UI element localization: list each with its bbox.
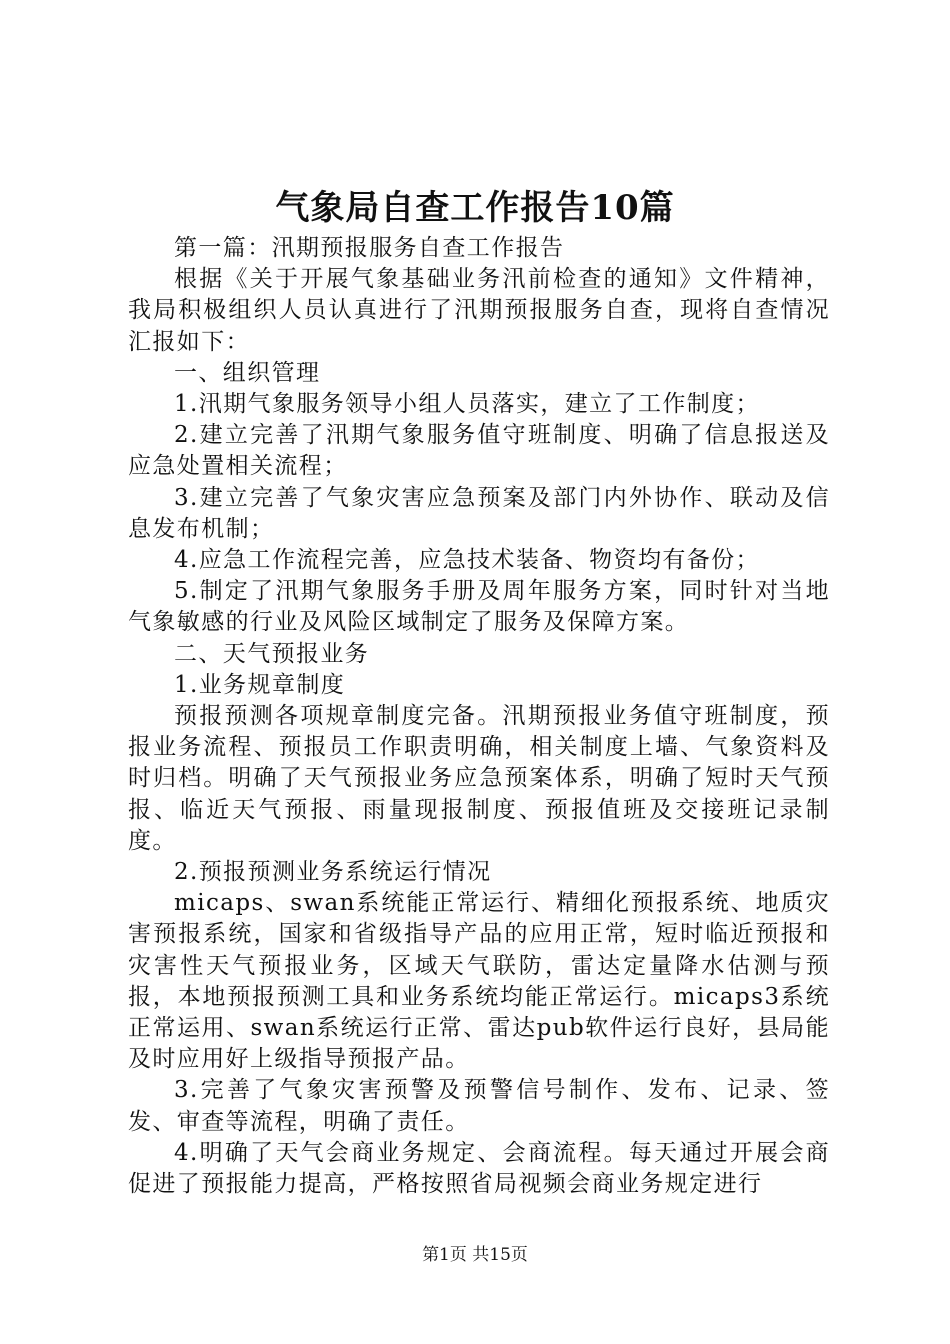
list-item: 4.应急工作流程完善，应急技术装备、物资均有备份； <box>174 547 760 574</box>
page-number: 第1页 <box>422 1245 467 1265</box>
page-total: 共15页 <box>472 1245 528 1265</box>
list-item: 3.建立完善了气象灾害应急预案及部门内外协作、联动及信息发布机制； <box>128 484 830 542</box>
section-heading-organization: 一、组织管理 <box>174 359 321 386</box>
section-heading-first-article: 第一篇：汛期预报服务自查工作报告 <box>174 235 565 261</box>
paragraph-intro: 根据《关于开展气象基础业务汛前检查的通知》文件精神，我局积极组织人员认真进行了汛期预报服务自查，现将自查情况汇报如下： <box>128 266 830 355</box>
section-heading-forecast: 二、天气预报业务 <box>174 640 370 667</box>
subsection-heading-systems: 2.预报预测业务系统运行情况 <box>174 859 492 886</box>
list-item: 5.制定了汛期气象服务手册及周年服务方案，同时针对当地气象敏感的行业及风险区域制定了服务及保障方案。 <box>128 578 830 636</box>
list-item: 2.建立完善了汛期气象服务值守班制度、明确了信息报送及应急处置相关流程； <box>128 422 830 480</box>
paragraph-systems: micaps、swan系统能正常运行、精细化预报系统、地质灾害预报系统，国家和省级指导产品的应用正常，短时临近预报和灾害性天气预报业务，区域天气联防，雷达定量降水估测与预报，本地预报预测工具和业务系统均能正常运行。micaps3系统正常运用、swan系统运行正常、雷达pub软件运行良好，县局能及时应用好上级指导预报产品。 <box>128 890 830 1073</box>
document-body <box>128 233 830 1200</box>
list-item: 4.明确了天气会商业务规定、会商流程。每天通过开展会商促进了预报能力提高，严格按照省局视频会商业务规定进行 <box>128 1139 830 1198</box>
list-item: 3.完善了气象灾害预警及预警信号制作、发布、记录、签发、审查等流程，明确了责任。 <box>128 1077 830 1135</box>
paragraph-rules: 预报预测各项规章制度完备。汛期预报业务值守班制度，预报业务流程、预报员工作职责明确，相关制度上墙、气象资料及时归档。明确了天气预报业务应急预案体系，明确了短时天气预报、临近天气预报、雨量现报制度、预报值班及交接班记录制度。 <box>128 703 830 854</box>
subsection-heading-rules: 1.业务规章制度 <box>174 671 346 698</box>
page-footer <box>0 1244 950 1266</box>
list-item: 1.汛期气象服务领导小组人员落实，建立了工作制度； <box>174 391 760 418</box>
document-title: 气象局自查工作报告10篇 <box>275 188 675 228</box>
